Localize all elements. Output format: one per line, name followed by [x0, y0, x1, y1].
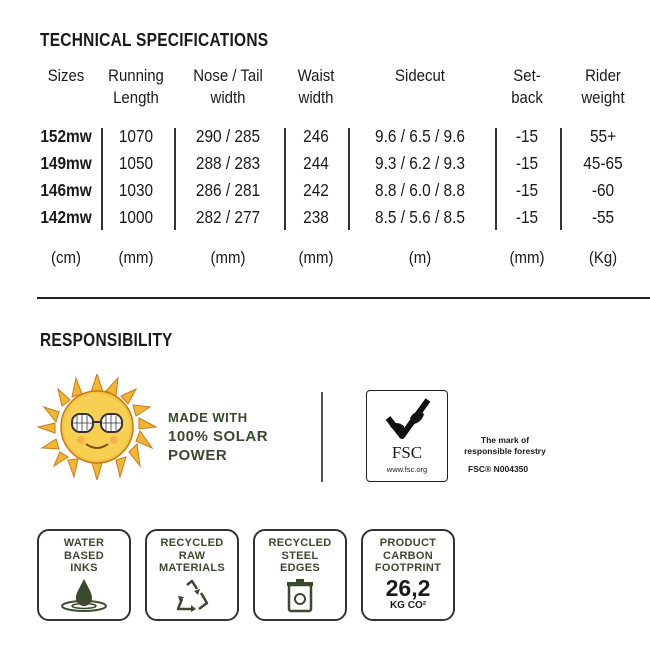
header-nose-tail-width: Nose / Tail width	[193, 66, 263, 107]
fsc-license-code: FSC® N004350	[468, 464, 529, 474]
recycle-bin-icon	[285, 579, 315, 613]
unit-label: (cm)	[51, 248, 81, 267]
fsc-tree-check-icon	[380, 396, 434, 444]
fsc-tagline	[455, 435, 555, 457]
table-cell-rider-weight: 45-65	[583, 153, 623, 173]
responsibility-separator	[321, 392, 323, 482]
fsc-logo	[366, 390, 448, 482]
technical-specifications-title: TECHNICAL SPECIFICATIONS	[40, 30, 269, 50]
column-divider	[560, 128, 562, 230]
table-cell-length: 1050	[118, 153, 154, 173]
table-cell-size: 149mw	[40, 153, 92, 173]
unit-label: (mm)	[509, 248, 545, 267]
table-cell-rider-weight: -60	[591, 180, 615, 200]
solar-line: 100% SOLAR	[168, 428, 269, 445]
badge-line: CARBON	[382, 549, 434, 562]
badge-line: RAW	[178, 549, 206, 562]
badge-line: PRODUCT	[379, 537, 437, 549]
table-cell-waist: 244	[303, 153, 329, 173]
header-sizes: Sizes	[47, 66, 85, 85]
table-cell-sidecut: 9.6 / 6.5 / 9.6	[375, 126, 465, 146]
unit-label: (mm)	[298, 248, 334, 267]
table-cell-size: 142mw	[40, 207, 92, 227]
header-sidecut: Sidecut	[395, 66, 445, 85]
table-cell-waist: 242	[303, 180, 329, 200]
table-cell-sidecut: 8.8 / 6.0 / 8.8	[375, 180, 465, 200]
header-rider-weight: Rider weight	[581, 66, 625, 107]
sun-mascot-icon	[36, 374, 158, 480]
carbon-footprint-badge	[361, 529, 455, 621]
column-divider	[495, 128, 497, 230]
recycled-steel-edges-badge	[253, 529, 347, 621]
column-divider	[348, 128, 350, 230]
badge-line: RECYCLED	[268, 537, 332, 549]
water-drop-icon	[57, 577, 111, 613]
badge-line: FOOTPRINT	[374, 562, 442, 574]
fsc-tagline-line: The mark of	[480, 435, 530, 445]
table-cell-setback: -15	[515, 180, 539, 200]
table-cell-nose-tail: 286 / 281	[195, 180, 261, 200]
solar-power-label	[168, 408, 268, 465]
column-divider	[284, 128, 286, 230]
badge-line: INKS	[70, 562, 98, 574]
recycled-raw-materials-badge	[145, 529, 239, 621]
table-cell-nose-tail: 288 / 283	[195, 153, 261, 173]
table-cell-size: 146mw	[40, 180, 92, 200]
carbon-footprint-value: 26,2	[385, 575, 431, 601]
table-cell-setback: -15	[515, 153, 539, 173]
badge-line: RECYCLED	[160, 537, 224, 549]
table-cell-sidecut: 9.3 / 6.2 / 9.3	[375, 153, 465, 173]
table-cell-waist: 246	[303, 126, 329, 146]
header-waist-width: Waist width	[297, 66, 335, 107]
table-cell-setback: -15	[515, 126, 539, 146]
recycle-icon	[174, 579, 210, 613]
fsc-logo-text: FSC	[391, 443, 423, 462]
table-cell-size: 152mw	[40, 126, 92, 146]
solar-line: MADE WITH	[168, 410, 248, 425]
table-cell-nose-tail: 290 / 285	[195, 126, 261, 146]
table-cell-rider-weight: 55+	[589, 126, 617, 146]
table-cell-length: 1000	[118, 207, 154, 227]
unit-label: (mm)	[118, 248, 154, 267]
section-divider	[37, 297, 650, 299]
badge-line: BASED	[63, 549, 104, 562]
badge-line: MATERIALS	[158, 562, 226, 574]
badge-line: EDGES	[279, 562, 320, 574]
table-cell-waist: 238	[303, 207, 329, 227]
table-cell-setback: -15	[515, 207, 539, 227]
table-cell-nose-tail: 282 / 277	[195, 207, 261, 227]
table-cell-length: 1030	[118, 180, 154, 200]
unit-label: (m)	[408, 248, 432, 267]
badge-line: WATER	[63, 537, 105, 549]
header-setback: Set- back	[511, 66, 543, 107]
water-based-inks-badge	[37, 529, 131, 621]
unit-label: (mm)	[210, 248, 246, 267]
solar-line: POWER	[168, 447, 228, 464]
column-divider	[174, 128, 176, 230]
carbon-footprint-unit: KG CO²	[389, 600, 427, 611]
badge-line: STEEL	[281, 549, 319, 562]
responsibility-title: RESPONSIBILITY	[40, 330, 173, 350]
table-cell-length: 1070	[118, 126, 154, 146]
unit-label: (Kg)	[588, 248, 618, 267]
fsc-url: www.fsc.org	[386, 465, 428, 474]
table-cell-rider-weight: -55	[591, 207, 615, 227]
table-cell-sidecut: 8.5 / 5.6 / 8.5	[375, 207, 465, 227]
fsc-tagline-line: responsible forestry	[464, 446, 546, 456]
column-divider	[101, 128, 103, 230]
header-running-length: Running Length	[108, 66, 164, 107]
